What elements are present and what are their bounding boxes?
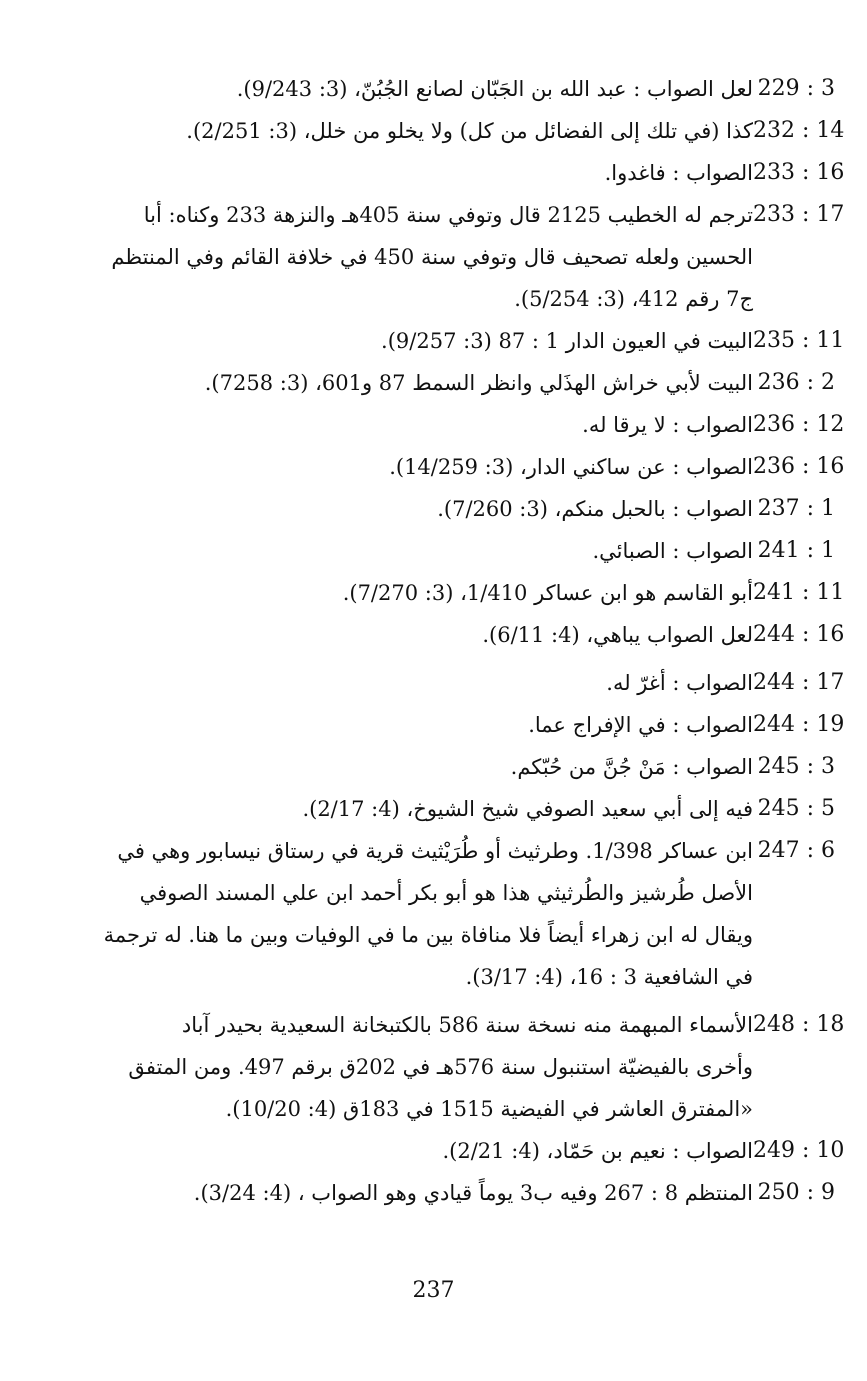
entry-reference: 236 : 16: [753, 454, 845, 479]
entry-text-line: الحسين ولعله تصحيف قال وتوفي سنة 450 في خلافة القائم وفي المنتظم: [111, 245, 753, 269]
entry-text: [90, 68, 753, 110]
entry-text-line: الصواب : بالحبل منكم، (3: 7/260).: [437, 497, 753, 521]
entry-text: [90, 830, 753, 998]
entry-reference: 250 : 9: [757, 1180, 835, 1205]
entry-text: [90, 704, 753, 746]
entry-text: [90, 404, 753, 446]
entry-text-line: الصواب : نعيم بن حَمّاد، (4: 2/21).: [442, 1139, 753, 1163]
correction-entry: [90, 572, 845, 614]
entry-reference: 244 : 19: [753, 712, 845, 737]
entry-text-line: وأخرى بالفيضيّة استنبول سنة 576هـ في 202ق برقم 497. ومن المتفق: [128, 1055, 753, 1079]
entry-reference: 233 : 17: [753, 202, 845, 227]
entry-reference: 235 : 11: [753, 328, 845, 353]
entry-text-line: ج7 رقم 412، (3: 5/254).: [514, 287, 753, 311]
corrections-list: [90, 68, 845, 1214]
correction-entry: [90, 152, 845, 194]
entry-text: [90, 662, 753, 704]
entry-reference: 245 : 3: [757, 754, 835, 779]
entry-text-line: الصواب : في الإفراج عما.: [528, 713, 753, 737]
entry-text: [90, 1172, 753, 1214]
entry-reference: 236 : 2: [757, 370, 835, 395]
entry-text-line: الصواب : لا يرقا له.: [582, 413, 753, 437]
entry-text-line: الصواب : فاغدوا.: [604, 161, 753, 185]
entry-text-line: كذا (في تلك إلى الفضائل من كل) ولا يخلو من خلل، (3: 2/251).: [186, 119, 753, 143]
entry-reference: 229 : 3: [757, 76, 835, 101]
entry-reference: 248 : 18: [753, 1012, 845, 1037]
correction-entry: [90, 530, 835, 572]
correction-entry: [90, 788, 835, 830]
entry-text-line: في الشافعية 3 : 16، (4: 3/17).: [465, 965, 753, 989]
correction-entry: [90, 830, 835, 998]
entry-text-line: لعل الصواب : عبد الله بن الجَبّان لصانع الجُبُنّ، (3: 9/243).: [236, 77, 753, 101]
entry-text: [90, 746, 753, 788]
correction-entry: [90, 1130, 845, 1172]
correction-entry: [90, 194, 845, 320]
entry-text-line: البيت في العيون الدار 1 : 87 (3: 9/257).: [381, 329, 753, 353]
correction-entry: [90, 1004, 845, 1130]
correction-entry: [90, 662, 845, 704]
entry-text-line: الصواب : عن ساكني الدار، (3: 14/259).: [389, 455, 753, 479]
entry-text-line: لعل الصواب يباهي، (4: 6/11).: [482, 623, 753, 647]
correction-entry: [90, 614, 845, 656]
correction-entry: [90, 320, 845, 362]
entry-text: [90, 530, 753, 572]
entry-reference: 241 : 1: [757, 538, 835, 563]
entry-text: [90, 1004, 753, 1130]
entry-text: [90, 446, 753, 488]
correction-entry: [90, 1172, 835, 1214]
correction-entry: [90, 404, 845, 446]
entry-text: [90, 572, 753, 614]
entry-text: [90, 152, 753, 194]
entry-reference: 245 : 5: [757, 796, 835, 821]
entry-reference: 236 : 12: [753, 412, 845, 437]
correction-entry: [90, 362, 835, 404]
correction-entry: [90, 704, 845, 746]
correction-entry: [90, 68, 835, 110]
entry-text-line: ترجم له الخطيب 2125 قال وتوفي سنة 405هـ والنزهة 233 وكناه: أبا: [143, 203, 753, 227]
entry-text: [90, 362, 753, 404]
entry-text-line: ابن عساكر 1/398. وطرثيث أو طُرَيْثيث قرية في رستاق نيسابور وهي في: [117, 839, 753, 863]
entry-reference: 233 : 16: [753, 160, 845, 185]
entry-reference: 247 : 6: [757, 838, 835, 863]
entry-reference: 237 : 1: [757, 496, 835, 521]
correction-entry: [90, 110, 845, 152]
entry-text-line: ويقال له ابن زهراء أيضاً فلا منافاة بين ما في الوفيات وبين ما هنا. له ترجمة: [103, 923, 753, 947]
entry-text: [90, 614, 753, 656]
entry-text-line: الصواب : أغرّ له.: [606, 671, 753, 695]
entry-text-line: أبو القاسم هو ابن عساكر 1/410، (3: 7/270).: [342, 581, 753, 605]
entry-reference: 244 : 17: [753, 670, 845, 695]
entry-text: [90, 320, 753, 362]
correction-entry: [90, 446, 845, 488]
entry-text: [90, 788, 753, 830]
entry-text-line: الصواب : الصبائي.: [592, 539, 753, 563]
entry-text-line: البيت لأبي خراش الهذَلي وانظر السمط 87 و601، (3: 7258).: [204, 371, 753, 395]
entry-reference: 249 : 10: [753, 1138, 845, 1163]
page-number: 237: [412, 1278, 455, 1303]
correction-entry: [90, 746, 835, 788]
entry-text: [90, 194, 753, 320]
entry-text: [90, 110, 753, 152]
entry-text-line: «المفترق العاشر في الفيضية 1515 في 183ق (4: 10/20).: [225, 1097, 753, 1121]
entry-reference: 244 : 16: [753, 622, 845, 647]
entry-text-line: الأصل طُرشيز والطُرثيثي هذا هو أبو بكر أحمد ابن علي المسند الصوفي: [139, 881, 753, 905]
entry-text-line: المنتظم 8 : 267 وفيه ب3 يوماً قيادي وهو الصواب ، (4: 3/24).: [193, 1181, 753, 1205]
entry-reference: 232 : 14: [753, 118, 845, 143]
entry-reference: 241 : 11: [753, 580, 845, 605]
entry-text-line: الصواب : مَنْ جُنَّ من حُبّكم.: [510, 755, 753, 779]
entry-text: [90, 1130, 753, 1172]
entry-text-line: الأسماء المبهمة منه نسخة سنة 586 بالكتبخانة السعيدية بحيدر آباد: [181, 1013, 753, 1037]
correction-entry: [90, 488, 835, 530]
entry-text-line: فيه إلى أبي سعيد الصوفي شيخ الشيوخ، (4: 2/17).: [302, 797, 753, 821]
entry-text: [90, 488, 753, 530]
